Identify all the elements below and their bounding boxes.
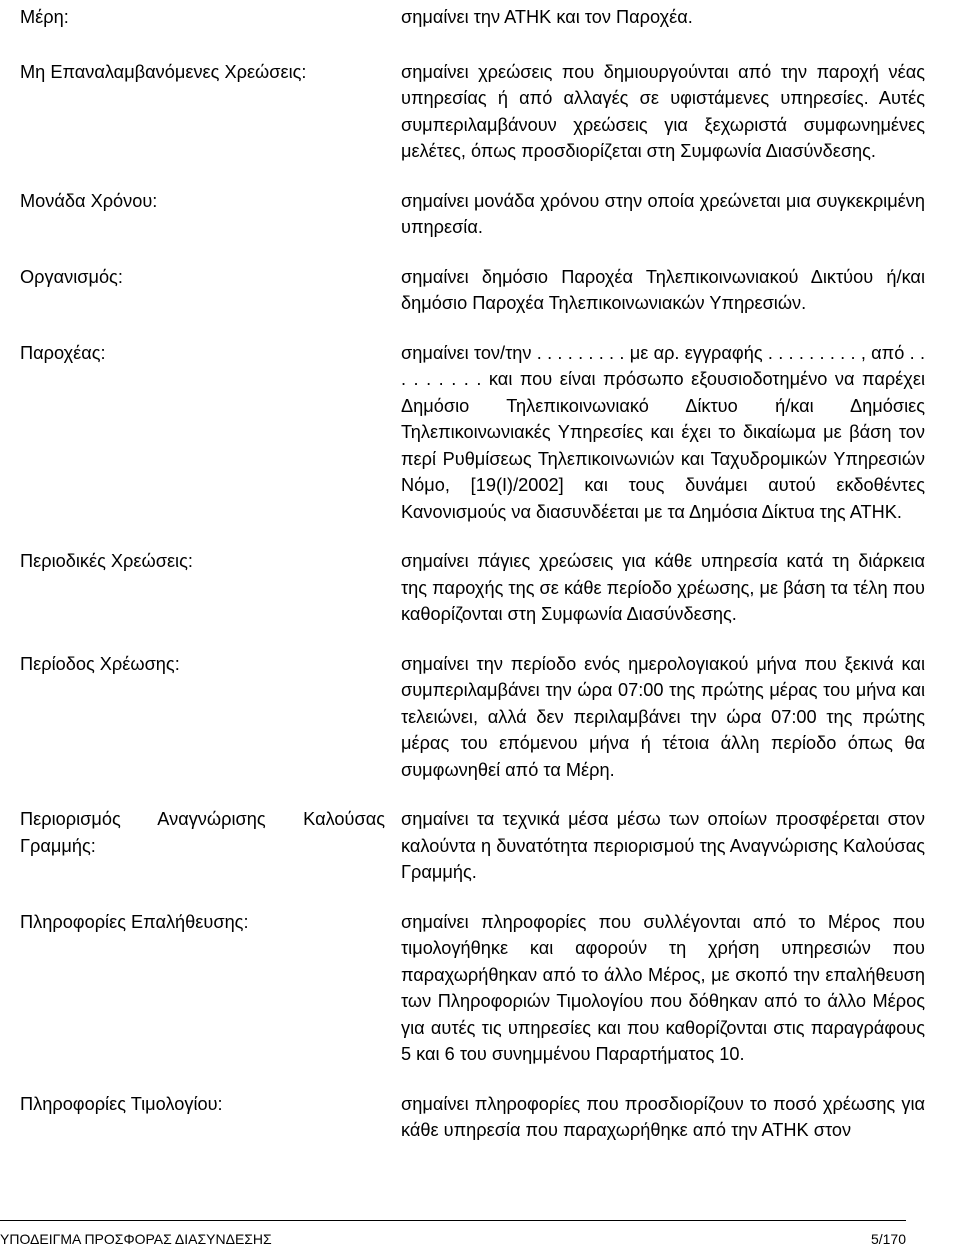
definition-term: Πληροφορίες Τιμολογίου: [20,1093,223,1114]
definition-term: Μονάδα Χρόνου: [20,190,158,211]
definition-text: σημαίνει χρεώσεις που δημιουργούνται από την παροχή νέας υπηρεσίας ή από αλλαγές σε υφιστάμενες υπηρεσίες. Αυτές συμπεριλαμβάνουν χρεώσεις για ξεχωριστά συμφωνημένες μελέτες, όπως προσδιορίζεται στη Συμφωνία Διασύνδεσης. [401,61,925,161]
page-footer [0,1220,906,1249]
footer-document-title: ΥΠΟΔΕΙΓΜΑ ΠΡΟΣΦΟΡΑΣ ΔΙΑΣΥΝΔΕΣΗΣ [0,1231,272,1247]
definition-row [20,651,925,784]
definition-row [20,59,925,165]
definition-text: σημαίνει την περίοδο ενός ημερολογιακού μήνα που ξεκινά και συμπεριλαμβάνει την ώρα 07:00 της πρώτης μέρας του μήνα και τελειώνει, αλλά δεν περιλαμβάνει την ώρα 07:00 της πρώτης μέρας του επόμενου μήνα ή τέτοια άλλη περίοδο όπως θα συμφωνηθεί από τα Μέρη. [401,653,925,780]
definition-text: σημαίνει τον/την . . . . . . . . . με αρ. εγγραφής . . . . . . . . . , από . . . . . . . . . και που είναι πρόσωπο εξουσιοδοτημένο να παρέχει Δημόσιο Τηλεπικοινωνιακό Δίκτυο ή/και Δημόσιες Τηλεπικοινωνιακές Υπηρεσίες και έχει το δικαίωμα με βάση τον περί Ρυθμίσεως Τηλεπικοινωνιών και Ταχυδρομικών Υπηρεσιών Νόμο, [19(Ι)/2002] και τους δυνάμει αυτού εκδοθέντες Κανονισμούς να διασυνδέεται με τα Δημόσια Δίκτυα της ΑΤΗΚ. [401,342,925,522]
definition-row [20,909,925,1068]
definition-row [20,340,925,526]
definition-term: Περιορισμός Αναγνώρισης Καλούσας Γραμμής: [20,809,385,856]
definition-text: σημαίνει την ΑΤΗΚ και τον Παροχέα. [401,7,693,27]
definition-row [20,264,925,317]
definition-row [20,188,925,241]
definition-row [20,806,925,886]
definition-term: Περίοδος Χρέωσης: [20,653,180,674]
definition-term: Περιοδικές Χρεώσεις: [20,551,193,571]
definition-term: Μέρη: [20,7,69,27]
definition-text: σημαίνει δημόσιο Παροχέα Τηλεπικοινωνιακού Δικτύου ή/και δημόσιο Παροχέα Τηλεπικοινωνιακών Υπηρεσιών. [401,266,925,313]
definition-text: σημαίνει πληροφορίες που συλλέγονται από το Μέρος που τιμολογήθηκε και αφορούν τη χρήση υπηρεσιών που παραχωρήθηκαν από το άλλο Μέρος, με σκοπό την επαλήθευση των Πληροφοριών Τιμολογίου που δόθηκαν από το άλλο Μέρος για αυτές τις υπηρεσίες και που καθορίζονται στις παραγράφους 5 και 6 του συνημμένου Παραρτήματος 10. [401,911,925,1064]
definition-term: Πληροφορίες Επαλήθευσης: [20,911,249,932]
definition-text: σημαίνει μονάδα χρόνου στην οποία χρεώνεται μια συγκεκριμένη υπηρεσία. [401,190,925,237]
definition-term: Παροχέας: [20,342,106,363]
footer-page-number: 5/170 [870,1231,906,1247]
definition-text: σημαίνει πάγιες χρεώσεις για κάθε υπηρεσία κατά τη διάρκεια της παροχής της σε κάθε περίοδο χρέωσης, με βάση τα τέλη που καθορίζονται στη Συμφωνία Διασύνδεσης. [401,551,925,624]
definition-term: Οργανισμός: [20,266,123,287]
definition-text: σημαίνει πληροφορίες που προσδιορίζουν το ποσό χρέωσης για κάθε υπηρεσία που παραχωρήθηκε από την ΑΤΗΚ στον [401,1093,925,1140]
definition-term: Μη Επαναλαμβανόμενες Χρεώσεις: [20,61,307,82]
definition-row [20,1091,925,1144]
definition-text: σημαίνει τα τεχνικά μέσα μέσω των οποίων προσφέρεται στον καλούντα η δυνατότητα περιορισμού της Αναγνώρισης Καλούσας Γραμμής. [401,809,925,882]
definition-row [20,4,925,31]
definition-row [20,548,925,628]
definitions-list [20,0,925,1144]
